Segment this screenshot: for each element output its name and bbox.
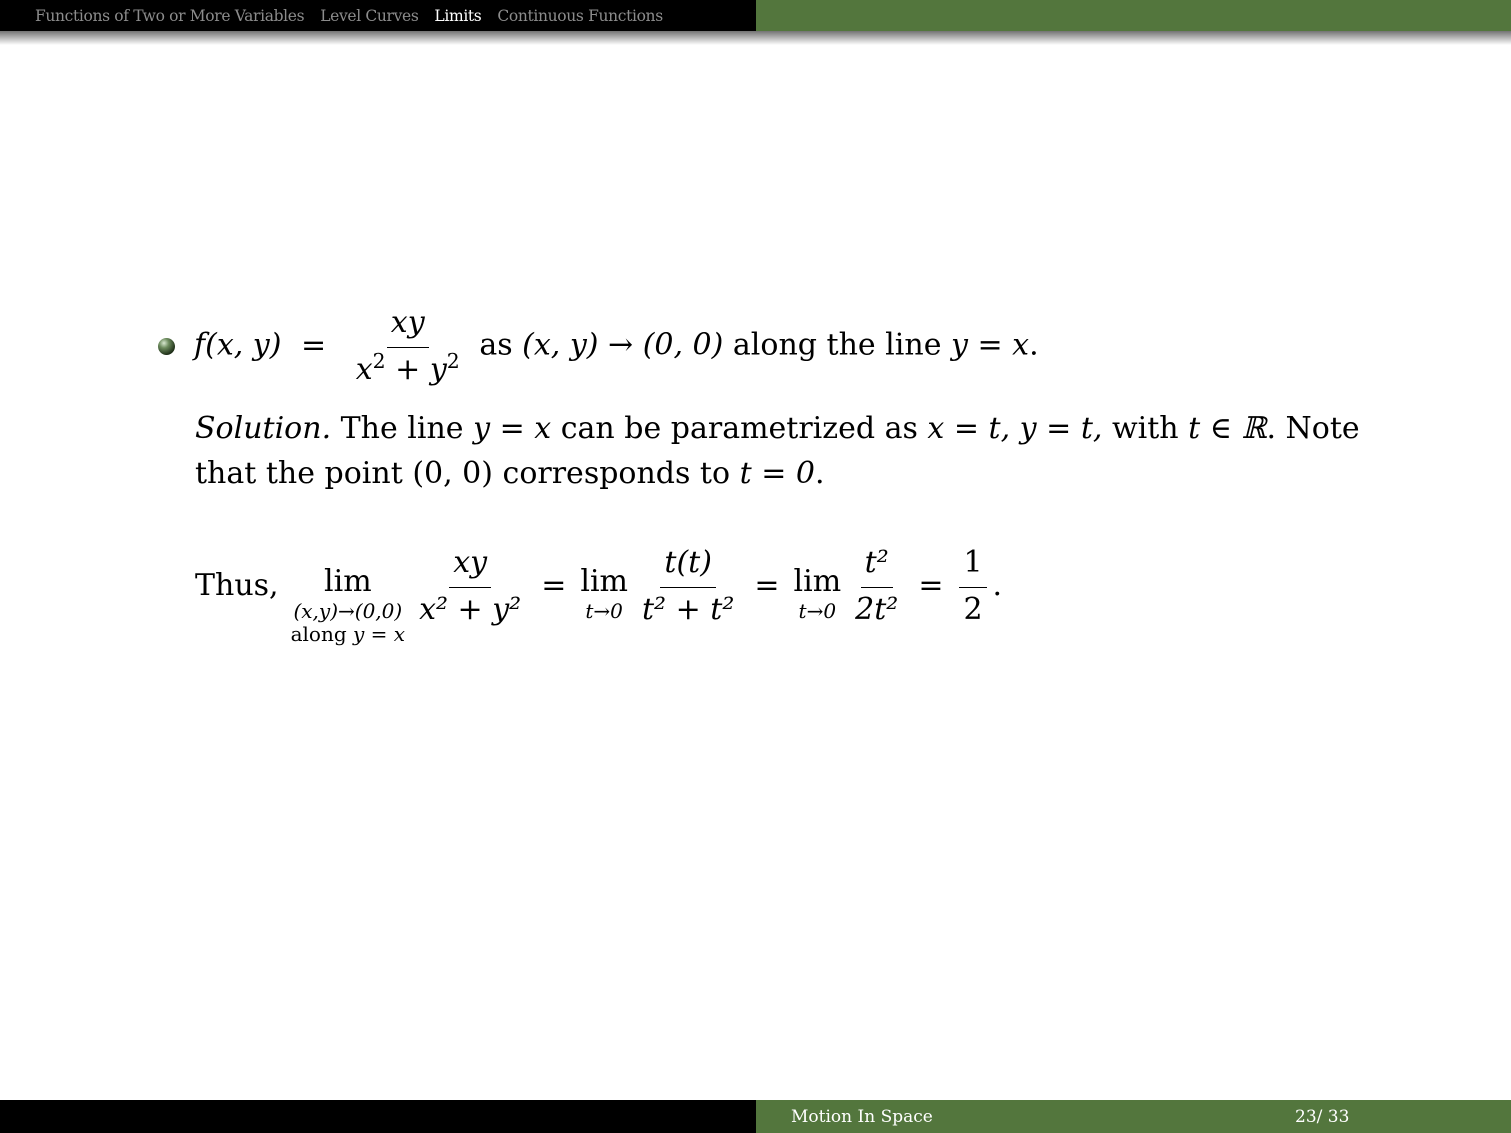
parameter-domain: t ∈ ℝ (1188, 411, 1267, 446)
limit-subscript-along: along (290, 622, 347, 646)
limit-subscript: (x,y)→(0,0) (293, 599, 403, 623)
line-equation: y = x (951, 327, 1030, 363)
limit-operator-t (794, 564, 842, 623)
text-as: as (479, 327, 513, 363)
solution-paragraph (195, 406, 1378, 496)
thus-label: Thus, (195, 568, 279, 603)
limit-subscript-eq: y = x (353, 622, 406, 646)
header-accent-bar (756, 0, 1511, 31)
fraction-xy-over-sum (415, 545, 525, 628)
solution-text: with (1111, 411, 1179, 446)
fraction-t2-over-2t2 (851, 545, 902, 628)
solution-text: corresponds to (502, 456, 731, 491)
limit-subscript: t→0 (585, 598, 623, 623)
lim-text: lim (793, 563, 842, 599)
limit-operator-along-line (291, 564, 405, 646)
fraction-denominator: 2 (963, 591, 983, 627)
lim-text: lim (324, 564, 372, 599)
nav-item-limits[interactable]: Limits (434, 6, 482, 25)
bullet-icon (158, 338, 175, 355)
bullet-item (158, 305, 1378, 388)
bullet-text (194, 305, 1039, 388)
solution-text: The line (340, 411, 464, 446)
fraction-denominator: 2t² (855, 591, 899, 627)
footer-left (0, 1100, 756, 1133)
header-shadow (0, 31, 1511, 45)
equals-sign: = (541, 568, 567, 603)
solution-line-eq: y = x (473, 411, 552, 446)
slide-content (158, 305, 1378, 646)
period: . (814, 456, 825, 491)
equals-sign: = (301, 327, 327, 363)
fraction-numerator: t² (861, 545, 893, 588)
fraction-denominator: t² + t² (641, 591, 735, 627)
parametrization: x = t, y = t, (927, 411, 1103, 446)
fraction-denominator: x² + y² (419, 591, 522, 627)
nav-item-continuous-functions[interactable]: Continuous Functions (497, 6, 663, 25)
limit-point: (x, y) → (0, 0) (522, 327, 724, 363)
nav-item-level-curves[interactable]: Level Curves (320, 6, 419, 25)
top-navigation-bar (0, 0, 1511, 31)
fraction-numerator: t(t) (660, 545, 716, 588)
fraction-denominator: $x^2 + y^2$ (355, 348, 460, 387)
fraction-xy-over-sum (352, 305, 464, 388)
nav-item-functions-of-two-or-more-variables[interactable]: Functions of Two or More Variables (35, 6, 305, 25)
page-counter: 23/ 33 (1295, 1106, 1350, 1127)
section-navigation (0, 0, 756, 31)
fraction-numerator: 1 (959, 545, 986, 588)
t-value: t = 0 (739, 456, 815, 491)
period: . (992, 568, 1003, 603)
lim-text: lim (580, 563, 628, 599)
footer-bar (0, 1100, 1511, 1133)
fraction-numerator: xy (387, 305, 429, 348)
origin-point: (0, 0) (412, 456, 493, 491)
limit-operator-t (580, 564, 628, 623)
fraction-numerator: xy (449, 545, 491, 588)
period: . (1029, 327, 1039, 363)
presentation-title: Motion In Space (791, 1106, 933, 1127)
solution-text: can be parametrized as (560, 411, 918, 446)
text-along-the-line: along the line (732, 327, 942, 363)
limit-computation (195, 526, 1378, 646)
footer-right (756, 1100, 1511, 1133)
function-args: (x, y) (205, 327, 282, 363)
function-name: f (194, 327, 206, 363)
equals-sign: = (918, 568, 944, 603)
solution-label: Solution. (195, 411, 332, 446)
limit-subscript: t→0 (798, 598, 837, 623)
solution-text: . Note that the point (195, 411, 1360, 491)
equals-sign: = (754, 568, 780, 603)
fraction-tt-over-sum (638, 545, 738, 628)
fraction-one-half (959, 545, 986, 628)
